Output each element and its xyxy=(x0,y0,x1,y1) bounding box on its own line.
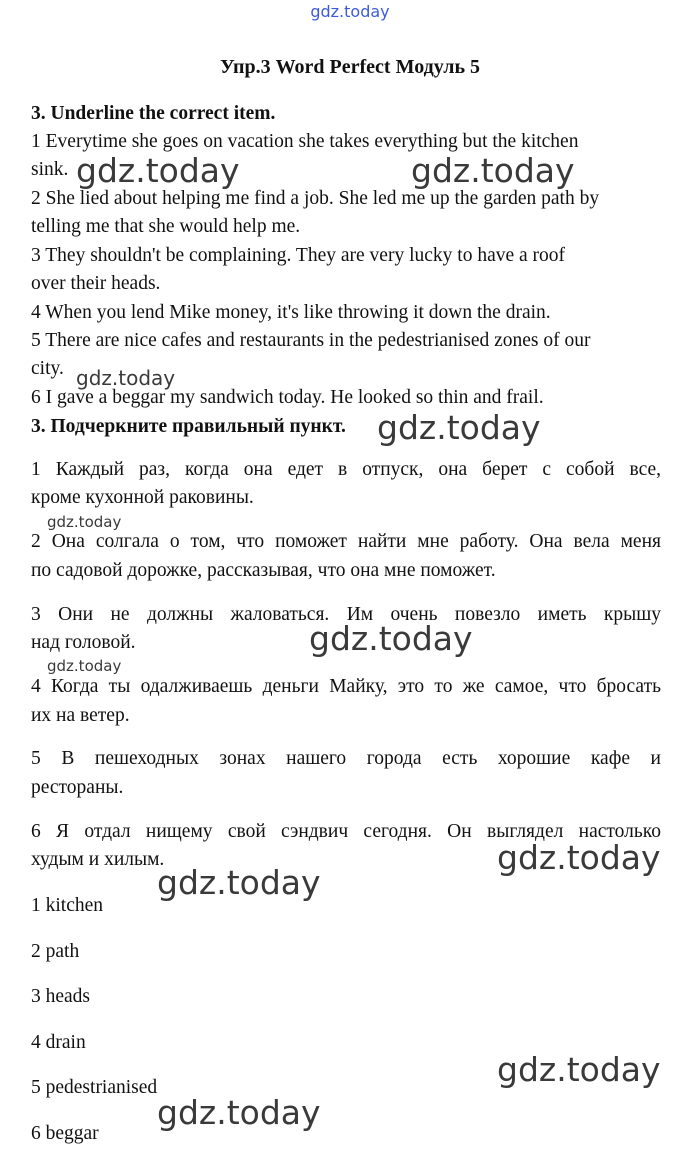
english-heading: 3. Underline the correct item. xyxy=(31,103,276,124)
watermark: gdz.today xyxy=(411,151,575,190)
russian-line: кроме кухонной раковины. xyxy=(31,487,254,508)
english-line: 2 She lied about helping me find a job. She led me up the garden path by xyxy=(31,188,600,209)
russian-line: 6 Я отдал нищему свой сэндвич сегодня. Он выглядел настолько xyxy=(31,821,661,842)
english-line: 3 They shouldn't be complaining. They are very lucky to have a roof xyxy=(31,245,566,266)
watermark: gdz.today xyxy=(497,1050,661,1089)
english-line: over their heads. xyxy=(31,273,161,294)
top-watermark: gdz.today xyxy=(310,2,390,21)
english-line: telling me that she would help me. xyxy=(31,216,301,237)
page-title: Упр.3 Word Perfect Модуль 5 xyxy=(219,56,481,78)
russian-line: рестораны. xyxy=(31,777,124,798)
russian-line: 5 В пешеходных зонах нашего города есть хорошие кафе и xyxy=(31,748,661,769)
answer-item: 4 drain xyxy=(31,1032,86,1053)
russian-line: их на ветер. xyxy=(31,705,130,726)
answer-item: 6 beggar xyxy=(31,1123,99,1144)
watermark: gdz.today xyxy=(76,151,240,190)
watermark: gdz.today xyxy=(309,619,473,658)
russian-line: 4 Когда ты одалживаешь деньги Майку, это то же самое, что бросать xyxy=(31,676,661,697)
watermark: gdz.today xyxy=(76,366,176,390)
answer-item: 3 heads xyxy=(31,986,91,1007)
watermark: gdz.today xyxy=(47,513,122,531)
russian-line: по садовой дорожке, рассказывая, что она мне поможет. xyxy=(31,560,496,581)
russian-heading: 3. Подчеркните правильный пункт. xyxy=(31,416,346,437)
russian-line: 2 Она солгала о том, что поможет найти мне работу. Она вела меня xyxy=(31,531,661,552)
answer-item: 1 kitchen xyxy=(31,895,104,916)
english-line: city. xyxy=(31,358,64,379)
answer-item: 5 pedestrianised xyxy=(31,1077,158,1098)
answer-item: 2 path xyxy=(31,941,80,962)
english-line: sink. xyxy=(31,159,69,180)
english-line: 6 I gave a beggar my sandwich today. He looked so thin and frail. xyxy=(31,387,544,408)
watermark: gdz.today xyxy=(377,408,541,447)
russian-line: над головой. xyxy=(31,632,136,653)
watermark: gdz.today xyxy=(157,863,321,902)
russian-line: 3 Они не должны жаловаться. Им очень повезло иметь крышу xyxy=(31,604,661,625)
english-line: 5 There are nice cafes and restaurants in the pedestrianised zones of our xyxy=(31,330,591,351)
english-line: 1 Everytime she goes on vacation she takes everything but the kitchen xyxy=(31,131,579,152)
watermark: gdz.today xyxy=(157,1093,321,1132)
russian-line: 1 Каждый раз, когда она едет в отпуск, она берет с собой все, xyxy=(31,459,661,480)
watermark: gdz.today xyxy=(497,838,661,877)
watermark: gdz.today xyxy=(47,657,122,675)
english-line: 4 When you lend Mike money, it's like throwing it down the drain. xyxy=(31,302,551,323)
russian-line: худым и хилым. xyxy=(31,849,165,870)
